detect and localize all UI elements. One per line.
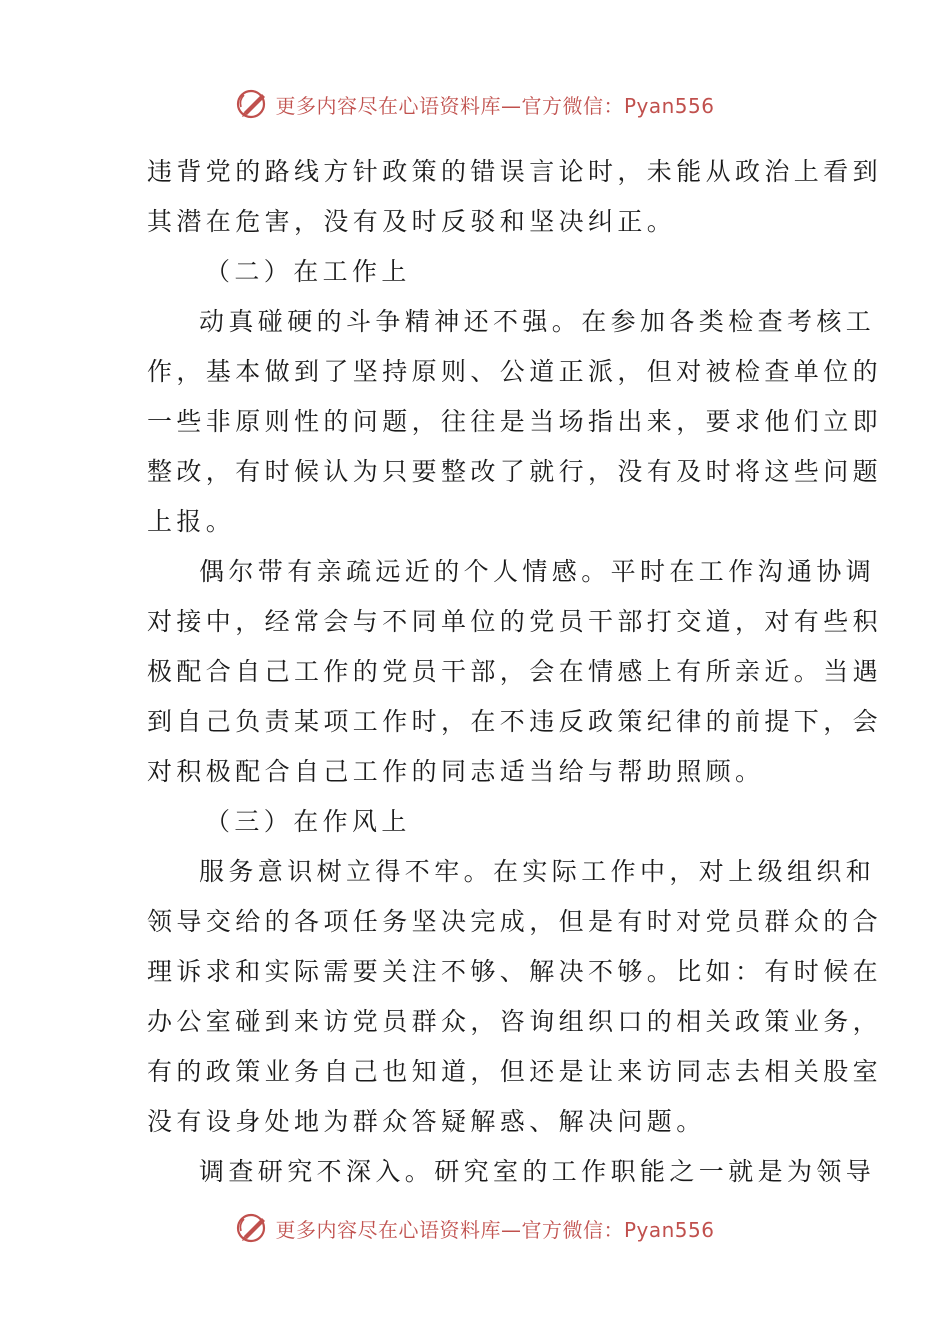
banner-text: 更多内容尽在心语资料库—官方微信：Pyan556 [275,93,715,118]
text-line: 极配合自己工作的党员干部，会在情感上有所亲近。当遇 [147,657,883,686]
section-heading: （二）在工作上 [205,257,411,286]
pen-logo-icon [235,1210,271,1246]
header-banner [0,84,950,124]
pen-logo-icon [235,86,271,122]
text-line: 整改，有时候认为只要整改了就行，没有及时将这些问题 [147,457,883,486]
text-line: 有的政策业务自己也知道，但还是让来访同志去相关股室 [147,1057,883,1086]
text-line: 理诉求和实际需要关注不够、解决不够。比如：有时候在 [147,957,883,986]
text-line: 领导交给的各项任务坚决完成，但是有时对党员群众的合 [147,907,883,936]
text-line: 偶尔带有亲疏远近的个人情感。平时在工作沟通协调 [199,557,876,586]
text-line: 一些非原则性的问题，往往是当场指出来，要求他们立即 [147,407,883,436]
banner-text: 更多内容尽在心语资料库—官方微信：Pyan556 [275,1217,715,1242]
text-line: 没有设身处地为群众答疑解惑、解决问题。 [147,1107,706,1136]
text-line: 到自己负责某项工作时，在不违反政策纪律的前提下，会 [147,707,883,736]
text-line: 对接中，经常会与不同单位的党员干部打交道，对有些积 [147,607,883,636]
text-line: 调查研究不深入。研究室的工作职能之一就是为领导 [199,1157,876,1186]
text-line: 其潜在危害，没有及时反驳和坚决纠正。 [147,207,677,236]
document-body [147,147,883,1197]
text-line: 动真碰硬的斗争精神还不强。在参加各类检查考核工 [199,307,876,336]
footer-banner [0,1208,950,1248]
text-line: 办公室碰到来访党员群众，咨询组织口的相关政策业务， [147,1007,883,1036]
text-line: 违背党的路线方针政策的错误言论时，未能从政治上看到 [147,157,883,186]
text-line: 对积极配合自己工作的同志适当给与帮助照顾。 [147,757,765,786]
text-line: 作，基本做到了坚持原则、公道正派，但对被检查单位的 [147,357,883,386]
text-line: 服务意识树立得不牢。在实际工作中，对上级组织和 [199,857,876,886]
text-line: 上报。 [147,507,236,536]
section-heading: （三）在作风上 [205,807,411,836]
